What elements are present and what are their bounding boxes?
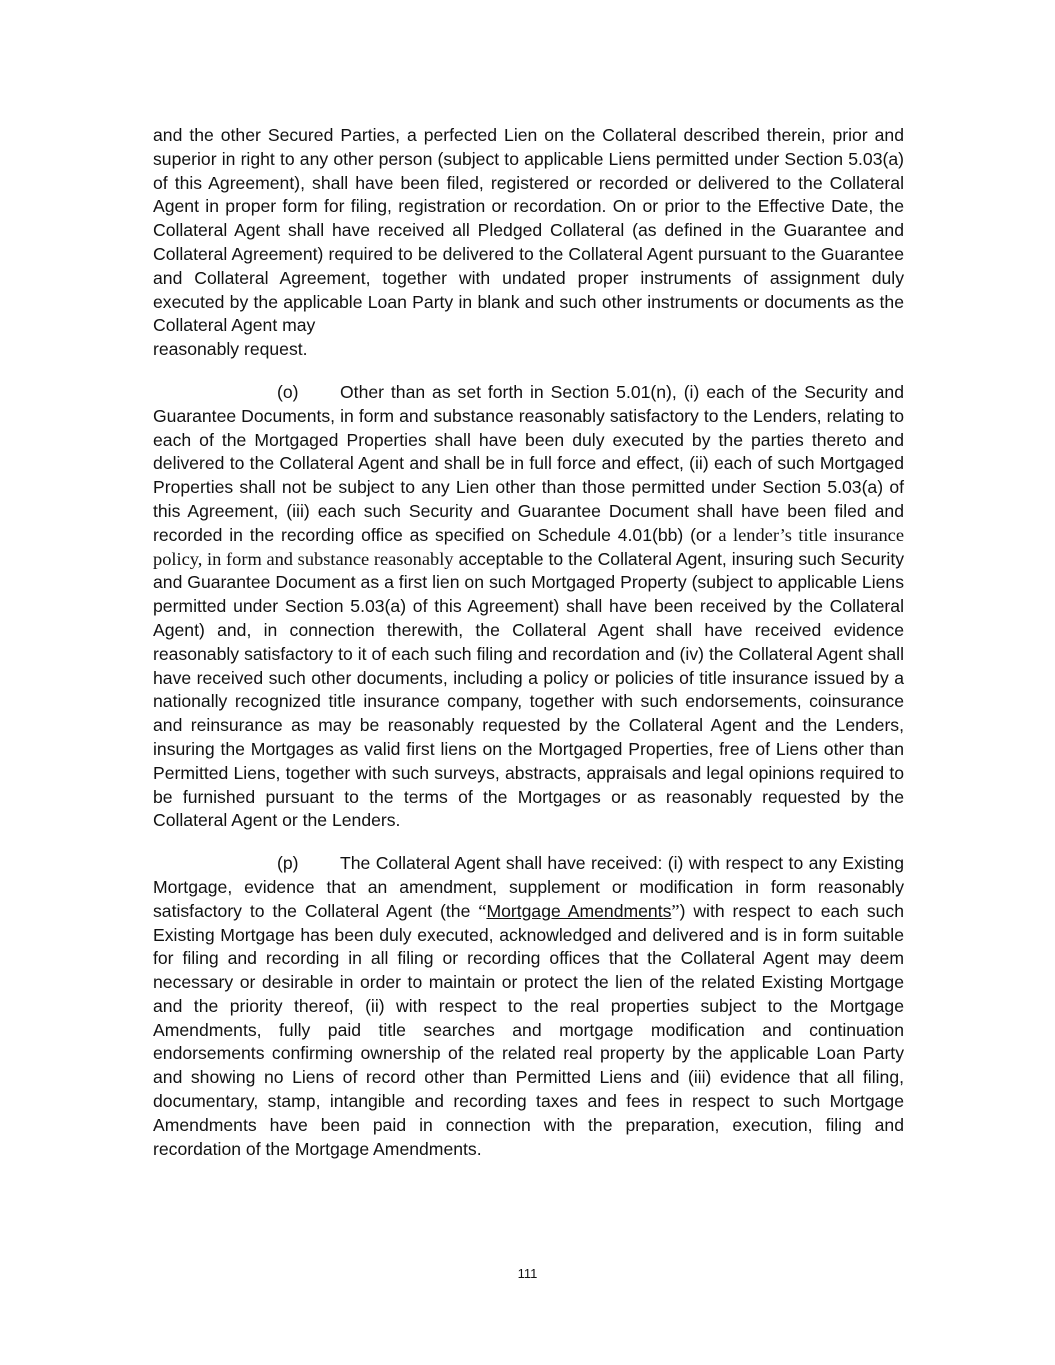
defined-term-mortgage-amendments: Mortgage Amendments [486,900,672,921]
paragraph-o-text-2: acceptable to the Collateral Agent, insuring such Security and Guarantee Document as a first lien on such Mortgaged Property (subject to applicable Liens permitted under Section 5.03(a) of this Agreement) shall have been received by the Collateral Agent) and, in connection therewith, the Collateral Agent shall have received evidence reasonably satisfactory to it of each such filing and recordation and (iv) the Collateral Agent shall have received such other documents, including a policy or policies of title insurance issued by a nationally recognized title insurance company, together with such endorsements, coinsurance and reinsurance as may be reasonably requested by the Collateral Agent and the Lenders, insuring the Mortgages as valid first liens on the Mortgaged Properties, free of Liens other than Permitted Liens, together with such surveys, abstracts, appraisals and legal opinions required to be furnished pursuant to the terms of the Mortgages or as reasonably requested by the Collateral Agent or the Lenders. [153,548,904,831]
paragraph-o-text-1: Other than as set forth in Section 5.01(n), (i) each of the Security and Guarantee Documents, in form and substance reasonably satisfactory to the Lenders, relating to each of the Mortgaged Properties shall have been duly executed by the parties thereto and delivered to the Collateral Agent and shall be in full force and effect, (ii) each of such Mortgaged Properties shall not be subject to any Lien other than those permitted under Section 5.03(a) of this Agreement, (iii) each such Security and Guarantee Document shall have been filed and recorded in the recording office as specified on Schedule 4.01(bb) (or [153,381,904,545]
paragraph-o-marker: (o) [277,381,299,402]
page-number: 111 [517,1266,538,1281]
paragraph-continuation-last-line: reasonably request. [153,339,308,360]
paragraph-o [153,381,904,833]
paragraph-p-text-1: The Collateral Agent shall have received: (i) with respect to any Existing Mortgage, evidence that an amendment, supplement or modification in form reasonably satisfactory to the Collateral Agent (the [153,853,904,921]
paragraph-continuation [153,124,904,362]
paragraph-p-marker: (p) [277,853,299,874]
paragraph-continuation-text: and the other Secured Parties, a perfected Lien on the Collateral described therein, prior and superior in right to any other person (subject to applicable Liens permitted under Section 5.03(a) of this Agreement), shall have been filed, registered or recorded or delivered to the Collateral Agent in proper form for filing, registration or recordation. On or prior to the Effective Date, the Collateral Agent shall have received all Pledged Collateral (as defined in the Guarantee and Collateral Agreement) required to be delivered to the Collateral Agent pursuant to the Guarantee and Collateral Agreement, together with undated proper instruments of assignment duly executed by the applicable Loan Party in blank and such other instruments or documents as the Collateral Agent may [153,125,904,336]
paragraph-o-serif-text: a lender’s title insurance policy, in form and substance reasonably [153,524,904,569]
document-page [153,124,904,1161]
close-quote: ” [671,900,680,921]
paragraph-p [153,852,904,1161]
open-quote: “ [478,900,487,921]
paragraph-p-text-2: ) with respect to each such Existing Mortgage has been duly executed, acknowledged and delivered and is in form suitable for filing and recording in all filing or recording offices that the Collateral Agent may deem necessary or desirable in order to maintain or protect the lien of the related Existing Mortgage and the priority thereof, (ii) with respect to the real properties subject to the Mortgage Amendments, fully paid title searches and mortgage modification and continuation endorsements confirming ownership of the related real property by the applicable Loan Party and showing no Liens of record other than Permitted Liens and (iii) evidence that all filing, documentary, stamp, intangible and recording taxes and fees in respect to such Mortgage Amendments have been paid in connection with the preparation, execution, filing and recordation of the Mortgage Amendments. [153,900,904,1159]
